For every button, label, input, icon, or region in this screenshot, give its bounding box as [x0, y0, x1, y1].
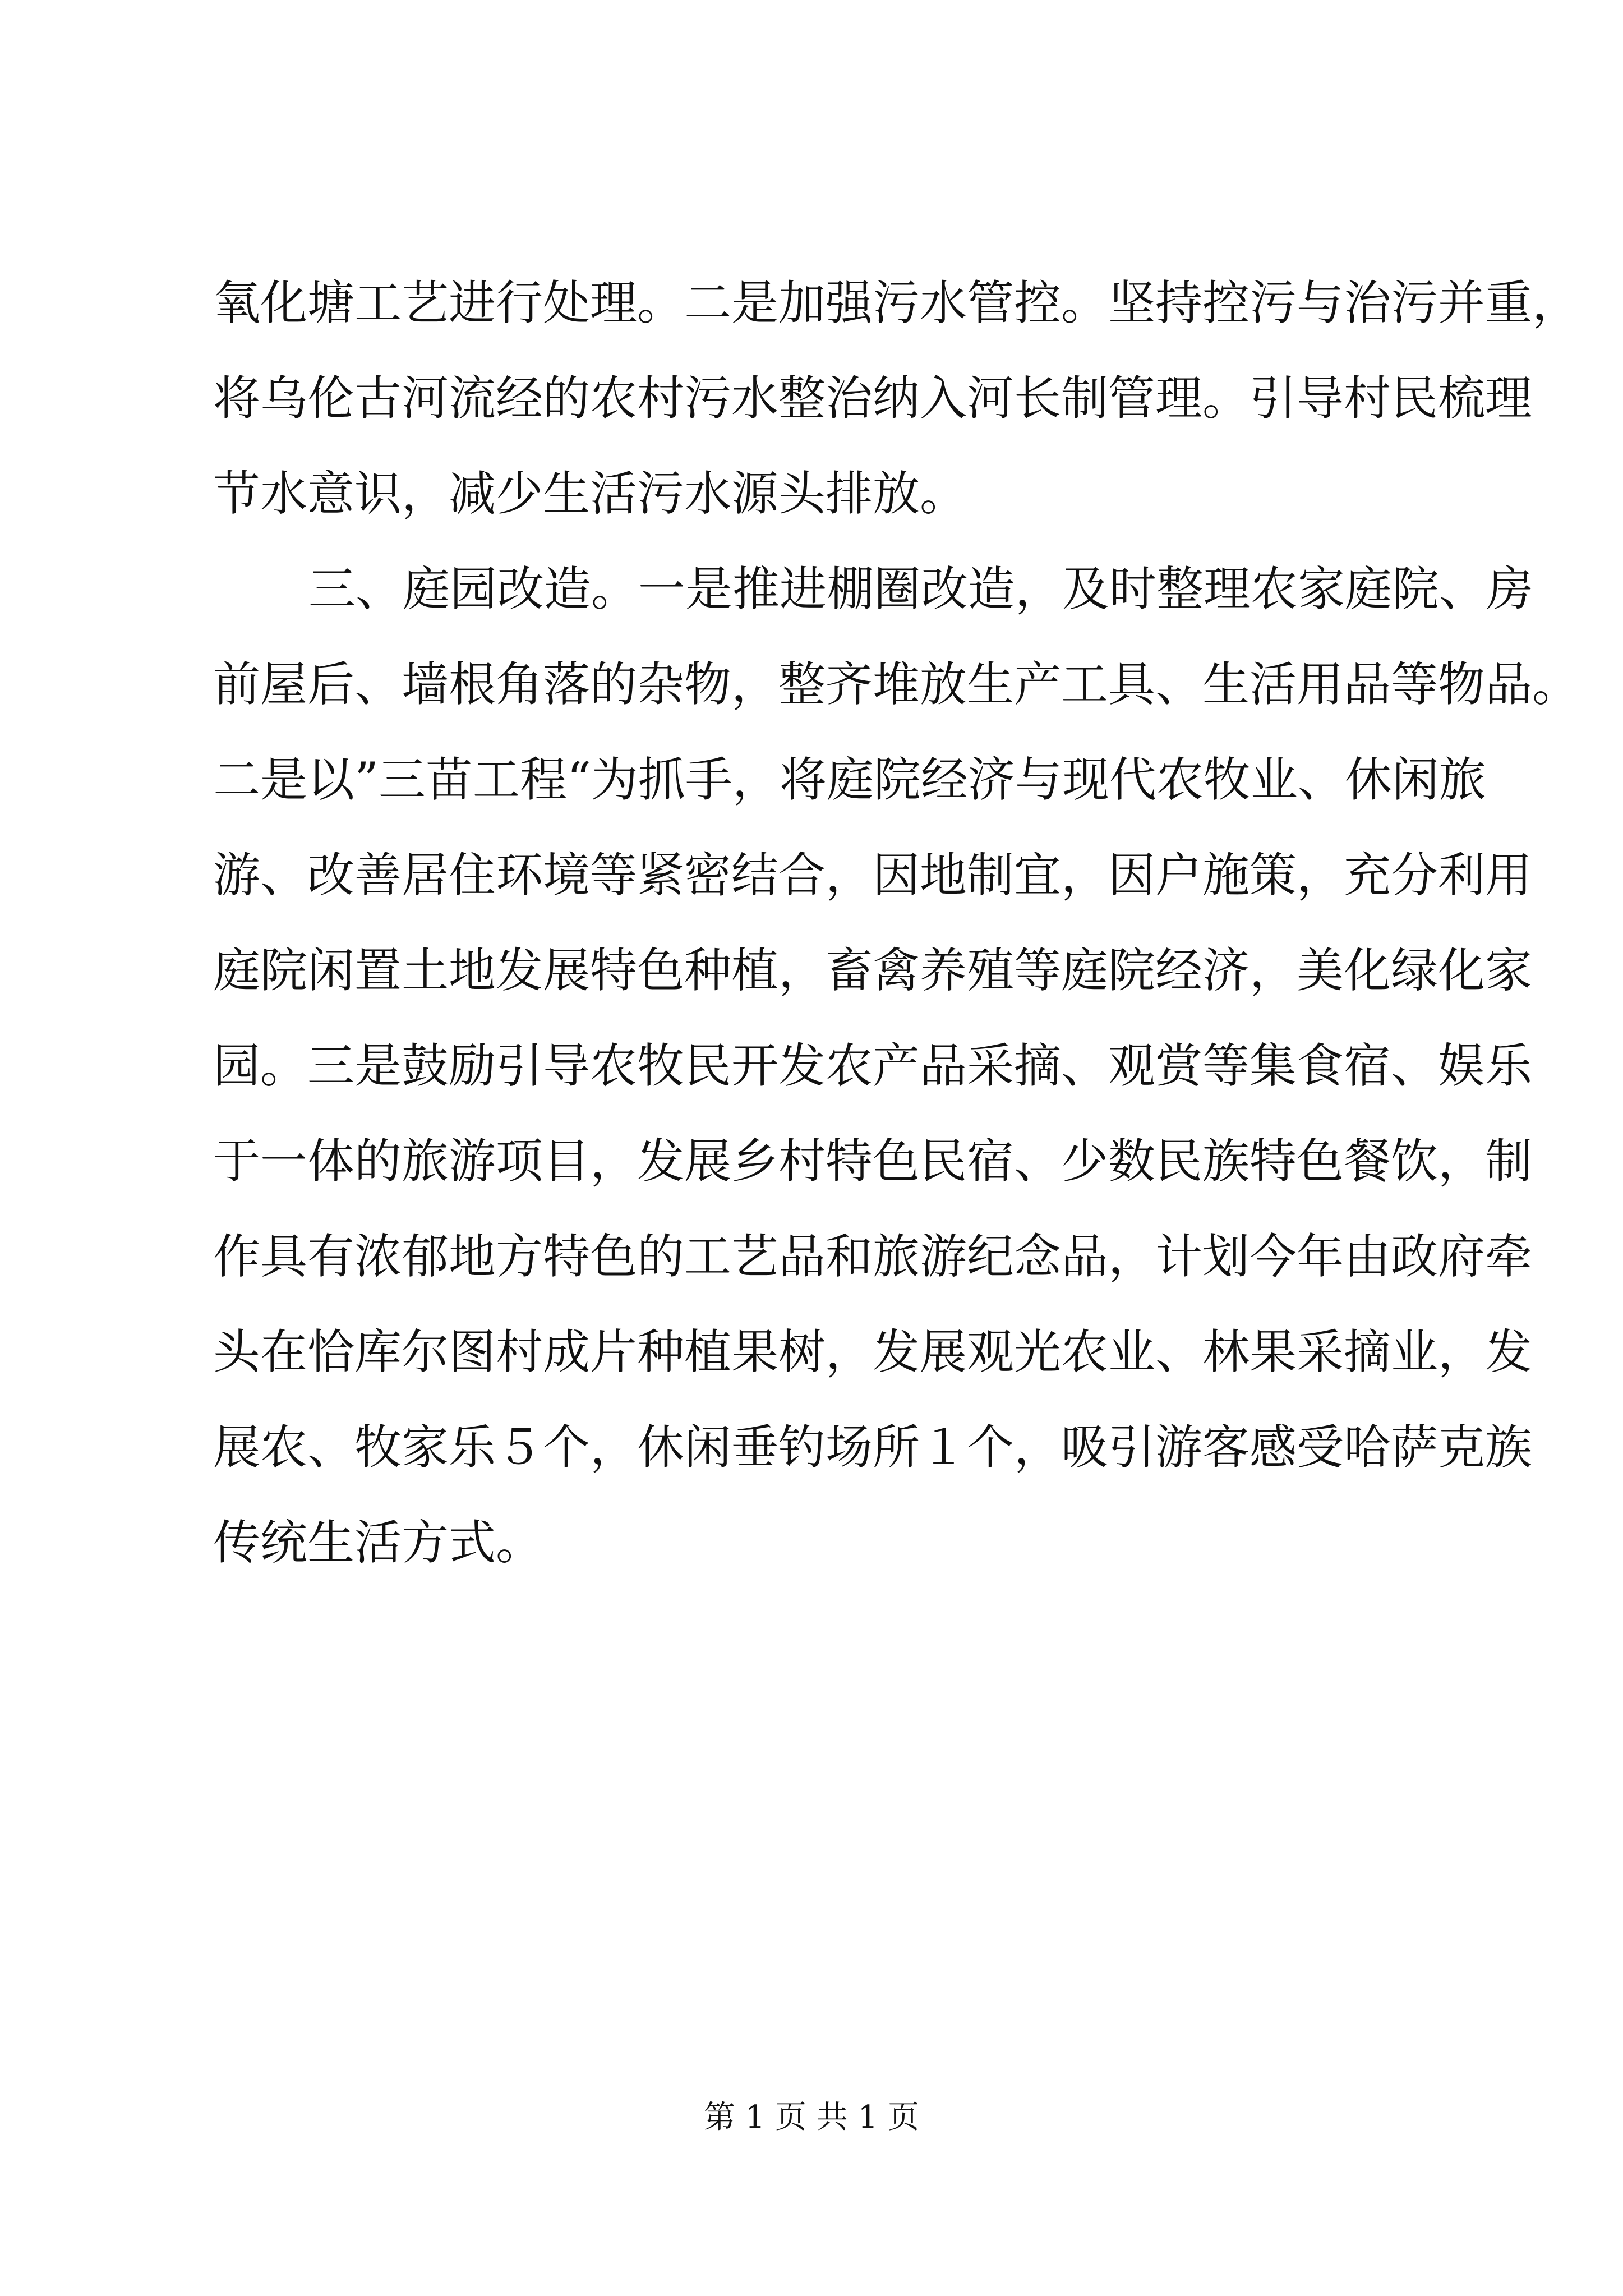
text-line: 前屋后、墙根角落的杂物，整齐堆放生产工具、生活用品等物品。	[213, 657, 1580, 712]
text-line: 作具有浓郁地方特色的工艺品和旅游纪念品，计划今年由政府牵	[213, 1229, 1533, 1284]
text-line: 传统生活方式。	[213, 1515, 543, 1570]
paragraph-sewage	[213, 255, 1580, 541]
text-line: 庭院闲置土地发展特色种植，畜禽养殖等庭院经济，美化绿化家	[213, 943, 1533, 998]
text-line: 头在恰库尔图村成片种植果树，发展观光农业、林果采摘业，发	[213, 1324, 1533, 1379]
text-line: 展农、牧家乐５个，休闲垂钓场所１个，吸引游客感受哈萨克族	[213, 1420, 1533, 1475]
page-number-label: 第 1 页 共 1 页	[703, 2099, 920, 2136]
text-line: 氧化塘工艺进行处理。二是加强污水管控。坚持控污与治污并重，	[213, 275, 1580, 330]
text-line: 将乌伦古河流经的农村污水整治纳入河长制管理。引导村民梳理	[213, 371, 1533, 426]
document-body	[213, 255, 1580, 1590]
page-footer	[0, 2095, 1623, 2140]
text-line: 于一体的旅游项目，发展乡村特色民宿、少数民族特色餐饮，制	[213, 1134, 1533, 1189]
text-line: 节水意识，减少生活污水源头排放。	[213, 466, 967, 521]
text-line: 二是以”三苗工程“为抓手，将庭院经济与现代农牧业、休闲旅	[213, 752, 1486, 807]
text-line: 游、改善居住环境等紧密结合，因地制宜，因户施策，充分利用	[213, 848, 1533, 903]
text-line: 园。三是鼓励引导农牧民开发农产品采摘、观赏等集食宿、娱乐	[213, 1038, 1533, 1093]
text-line: 三、庭园改造。一是推进棚圈改造，及时整理农家庭院、房	[308, 562, 1534, 616]
paragraph-courtyard	[213, 541, 1580, 1590]
